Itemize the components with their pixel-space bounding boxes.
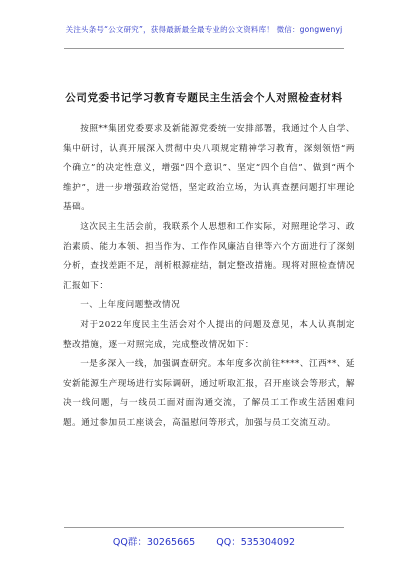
- paragraph-point-one: 一是多深入一线，加强调查研究。本年度多次前往****、江西**、延安新能源生产现场进行实际调研，通过听取汇报，召开座谈会等形式，解决一线问题，与一线员工面对面沟通交流，了解员工工作或生活困难问题。通过参加员工座谈会，高温慰问等形式，加强与员工交流互动。: [63, 359, 355, 428]
- document-body: [63, 120, 355, 434]
- paragraph-rectification-summary: 对于2022年度民主生活会对个人提出的问题及意见，本人认真制定整改措施，逐一对照完成，完成整改情况如下：: [63, 319, 355, 350]
- section-heading-last-year: 一、上年度问题整改情况: [80, 300, 181, 311]
- header-divider: [64, 48, 344, 49]
- footer-qq-contact: QQ：535304092: [216, 537, 296, 548]
- page-header: [0, 0, 408, 50]
- paragraph-preparation: 这次民主生活会前，我联系个人思想和工作实际，对照理论学习、政治素质、能力本领、担当作为、工作作风廉洁自律等六个方面进行了深刻分析，查找差距不足，剖析根源症结，制定整改措施。现将对照检查情况汇报如下：: [63, 221, 355, 291]
- document-title: 公司党委书记学习教育专题民主生活会个人对照检查材料: [65, 92, 343, 104]
- paragraph-intro: 按照**集团党委要求及新能源党委统一安排部署，我通过个人自学、集中研讨，认真开展深入贯彻中央八项规定精神学习教育，深刻领悟“两个确立”的决定性意义，增强“四个意识”、坚定“四个自信”、做到“两个维护”，进一步增强政治觉悟，坚定政治立场，为认真查摆问题打牢理论基础。: [63, 124, 355, 213]
- footer-divider: [64, 527, 344, 528]
- page-footer: [0, 534, 408, 548]
- header-promo-note: 关注头条号“公文研究”，获得最新最全最专业的公文资料库！ 微信：gongwenyj: [65, 25, 343, 34]
- footer-qq-group: QQ群：30265665: [112, 537, 196, 548]
